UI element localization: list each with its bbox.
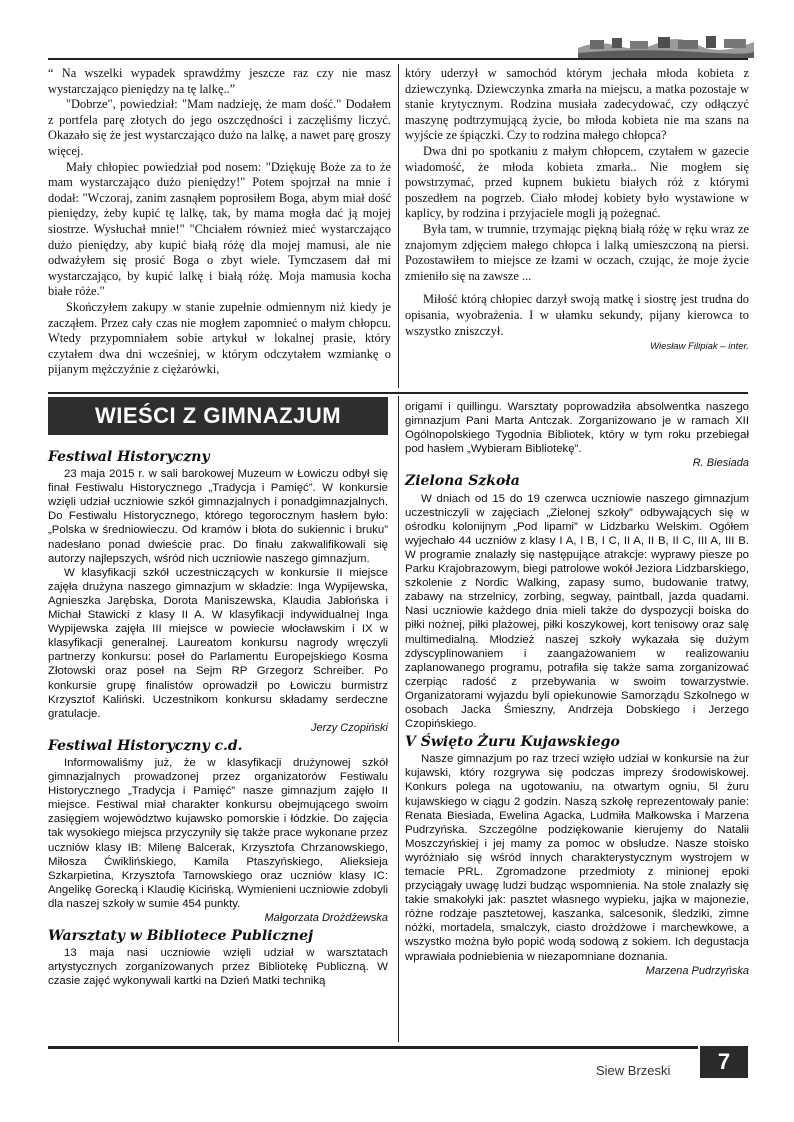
paragraph: Skończyłem zakupy w stanie zupełnie odmiennym niż kiedy je zacząłem. Przez cały czas nie mogłem zapomnieć o małym chłopcu. Wtedy przypomniałem sobie artykuł w lokalnej prasie, który czytałem dwa dni wcześniej, w którym odczytałem wzmiankę o pijanym mężczyźnie z ciężarówki, [48,299,391,377]
column-divider [398,64,399,388]
page-number-box [700,1046,748,1078]
header-landscape-photo [578,28,754,58]
paragraph: Informowaliśmy już, że w klasyfikacji drużynowej szkół gimnazjalnych prowadzonej przez organizatorów Festiwalu Historycznego „Tradycja i Pamięć” nasze gimnazjum zajęło II miejsce. Festiwal miał charakter konkursu obejmującego swoim zasięgiem województwo kujawsko pomorskie i łódzkie. Do zajęcia tak wysokiego miejsca przyczyniły się także prace wykonane przez uczniów klasy IB: Milenę Balcerak, Krzysztofa Chrzanowskiego, Miłosza Ćwiklińskiego, Kamila Ptaszyńskiego, Alieksieja Szkarpietina, Krzysztofa Tarnowskiego oraz uczniów klasy IC: Angelikę Gorecką i Klaudię Kicińską. Wymienieni uczniowie zdobyli dla naszej szkoły w sumie 454 punkty. [48,756,388,910]
footer-publication-title: Siew Brzeski [596,1063,671,1078]
article-signature: Jerzy Czopiński [310,721,388,734]
section-left-column [48,446,388,988]
paragraph: W dniach od 15 do 19 czerwca uczniowie naszego gimnazjum uczestniczyli w zajęciach „Zielonej szkoły” odbywających się w ośrodku kolonijnym „Pod lipami” w Lidzbarku Welskim. Ogółem wyjechało 44 uczniów z klasy I A, I B, I C, II A, II B, II C, III A, III B. W programie znalazły się następujące atrakcje: wyprawy piesze po Parku Krajobrazowym, biegi patrolowe wokół Jeziora Lidzbarskiego, szkolenie z Nordic Walking, zapasy sumo, budowanie tratwy, zabawy na strzelnicy, zorbing, segway, paintball, jazda quadami. Nasi uczniowie każdego dnia mieli także do dyspozycji boiska do piłki nożnej, piłki plażowej, piłki koszykowej, kort tenisowy oraz salę multimedialną. Młodzież naszej szkoły wykazała się dużym zdyscyplinowaniem i zaangażowaniem w realizowaniu zaplanowanego programu, potrafiła się także sama zorganizować czerpiąc radość z przebywania w swoim towarzystwie. Organizatorami wyjazdu byli opiekunowie Samorządu Szkolnego w osobach Jacka Śmieszny, Andrzeja Dobskiego i Jerzego Czopińskiego. [405,492,749,731]
paragraph: który uderzył w samochód którym jechała młoda kobieta z dziewczynką. Dziewczynka zmarła na miejscu, a matka pozostaje w stanie krytycznym. Rodzina musiała zadecydować, czy odłączyć maszynę podtrzymującą życie, bo młoda kobieta nie ma szans na wyjście ze śpiączki. Czy to rodzina małego chłopca? [405,66,749,143]
article-signature: Wiesław Filipiak – inter. [650,341,749,353]
section-right-column [405,400,749,980]
paragraph: 23 maja 2015 r. w sali barokowej Muzeum w Łowiczu odbył się finał Festiwalu Historycznego „Tradycja i Pamięć”. W konkursie wzięli udział uczniowie szkół gimnazjalnych i ponadgimnazjalnych. Do Festiwalu Historycznego, którego tegorocznym hasłem było: „Polska w średniowieczu. Od kramów i błota do sukiennic i bruku” nadesłano ponad dwieście prac. Do finału zakwalifikowali się autorzy najlepszych, wśród nich uczniowie naszego gimnazjum. [48,468,388,565]
article-signature: R. Biesiada [692,457,749,470]
paragraph: Miłość którą chłopiec darzył swoją matkę i siostrę jest trudna do opisania, wyobrażenia. I w ułamku sekundy, pijany kierowca to wszystko zniszczył. [405,292,749,338]
article-heading: V Święto Żuru Kujawskiego [405,734,620,751]
top-article-right-column [405,66,749,355]
paragraph: Dwa dni po spotkaniu z małym chłopcem, czytałem w gazecie wiadomość, że młoda kobieta zmarła.. Nie mogłem się powstrzymać, przed kupnem bukietu białych róż z którymi poszedłem na pogrzeb. Ciało młodej kobiety było wystawione w kaplicy, by rodzina i przyjaciele mogli ją pożegnać. [405,143,749,221]
section-banner [48,397,388,435]
top-rule [48,58,748,60]
top-article-left-column [48,66,391,378]
paragraph: Mały chłopiec powiedział pod nosem: "Dziękuję Boże za to że mam wystarczająco dużo pieniędzy!" Potem spojrzał na mnie i dodał: "Wczoraj, zanim zasnąłem poprosiłem Boga, abym miał dość pieniędzy, żeby kupić tę lalkę, tak, by mama mogła dać ją mojej siostrze. Wysłuchał mnie!" "Chciałem również mieć wystarczająco dużo pieniędzy, aby kupić białą różę dla mojej mamusi, ale nie odważyłem się prosić Boga o zbyt wiele. Tymczasem dał mi wystarczająco, by kupić lalkę i białą różę. Moja mamusia kocha białe róże." [48,159,391,299]
paragraph: W klasyfikacji szkół uczestniczących w konkursie II miejsce zajęła drużyna naszego gimnazjum w składzie: Inga Wypijewska, Agnieszka Jarębska, Dorota Maniszewska, Klaudia Jabłońska i Michał Stawicki z klasy II A. W klasyfikacji indywidualnej Inga Wypijewska zajęła III miejsce w powiecie włocławskim i IX w klasyfikacji generalnej. Laureatom konkursu nagrody wręczyli partnerzy konkursu: poseł do Parlamentu Europejskiego Kosma Złotowski oraz poseł na Sejm RP Grzegorz Schreiber. Po konkursie grupę finalistów oprowadził po Łowiczu burmistrz Krzysztof Kaliński. Uczestnikom konkursu składamy serdeczne gratulacje. [48,566,388,720]
paragraph: "Dobrze", powiedział: "Mam nadzieję, że mam dość." Dodałem z portfela parę złotych do jego oszczędności i zaczęliśmy liczyć. Okazało się że jest wystarczająco dużo na lalkę, a nawet parę groszy więcej. [48,97,391,158]
article-signature: Marzena Pudrzyńska [645,964,749,977]
article-heading: Warsztaty w Bibliotece Publicznej [48,928,314,945]
article-heading: Festiwal Historyczny [48,449,210,465]
paragraph: origami i quillingu. Warsztaty poprowadziła absolwentka naszego gimnazjum Pani Marta Antczak. Zorganizowano je w ramach XII Ogólnopolskiego Tygodnia Bibliotek, który w tym roku przebiegał pod hasłem „Wybieram Bibliotekę”. [405,401,749,456]
page-number: 7 [717,1049,731,1074]
article-heading: Festiwal Historyczny c.d. [48,737,243,754]
paragraph: “ Na wszelki wypadek sprawdźmy jeszcze raz czy nie masz wystarczająco pieniędzy na tę lalkę..” [48,66,391,96]
section-title: WIEŚCI Z GIMNAZJUM [94,403,342,428]
article-heading: Zielona Szkoła [405,473,520,490]
column-divider [398,396,399,1042]
paragraph: 13 maja nasi uczniowie wzięli udział w warsztatach artystycznych zorganizowanych przez Bibliotekę Publiczną. W czasie zajęć wykonywali kartki na Dzień Matki techniką [48,947,388,988]
paragraph: Nasze gimnazjum po raz trzeci wzięło udział w konkursie na żur kujawski, który rozgrywa się podczas imprezy środowiskowej. Konkurs polega na ugotowaniu, na otwartym ogniu, 5l żuru kujawskiego w ciągu 2 godzin. Naszą szkołę reprezentowały panie: Renata Biesiada, Ewelina Agacka, Ludmiła Małkowska i Marzena Pudrzyńska. Szczególne podziękowanie kierujemy do Natalii Moszczyńskiej i jej mamy za pomoc w obsłudze. Nasze stoisko wyróżniało się wśród innych charakterystycznym wystrojem w temacie PRL. Zgromadzone przedmioty z minionej epoki przyciągały uwagę ludzi budząc wspomnienia. Na stole znalazły się takie smakołyki jak: pasztet własnego wypieku, jajka w majonezie, różne rodzaje pasztetowej, kaszanka, salcesonik, śledziki, zimne nóżki, mortadela, smalczyk, ciasto drożdżowe i marchewkowe, a wszystko można było popić wodą sodową z sokiem. Ich degustacja wprawiała podniebienia w niezapomniane doznania. [405,753,749,963]
footer-rule [48,1046,698,1049]
section-rule [48,392,748,394]
article-signature: Małgorzata Drożdżewska [264,912,388,924]
paragraph: Była tam, w trumnie, trzymając piękną białą różę w ręku wraz ze znajomym zdjęciem małego chłopca i lalką umieszczoną na piersi. Pozostawiłem to miejsce ze łzami w oczach, czując, że moje życie zmieniło się na zawsze ... [405,221,749,283]
